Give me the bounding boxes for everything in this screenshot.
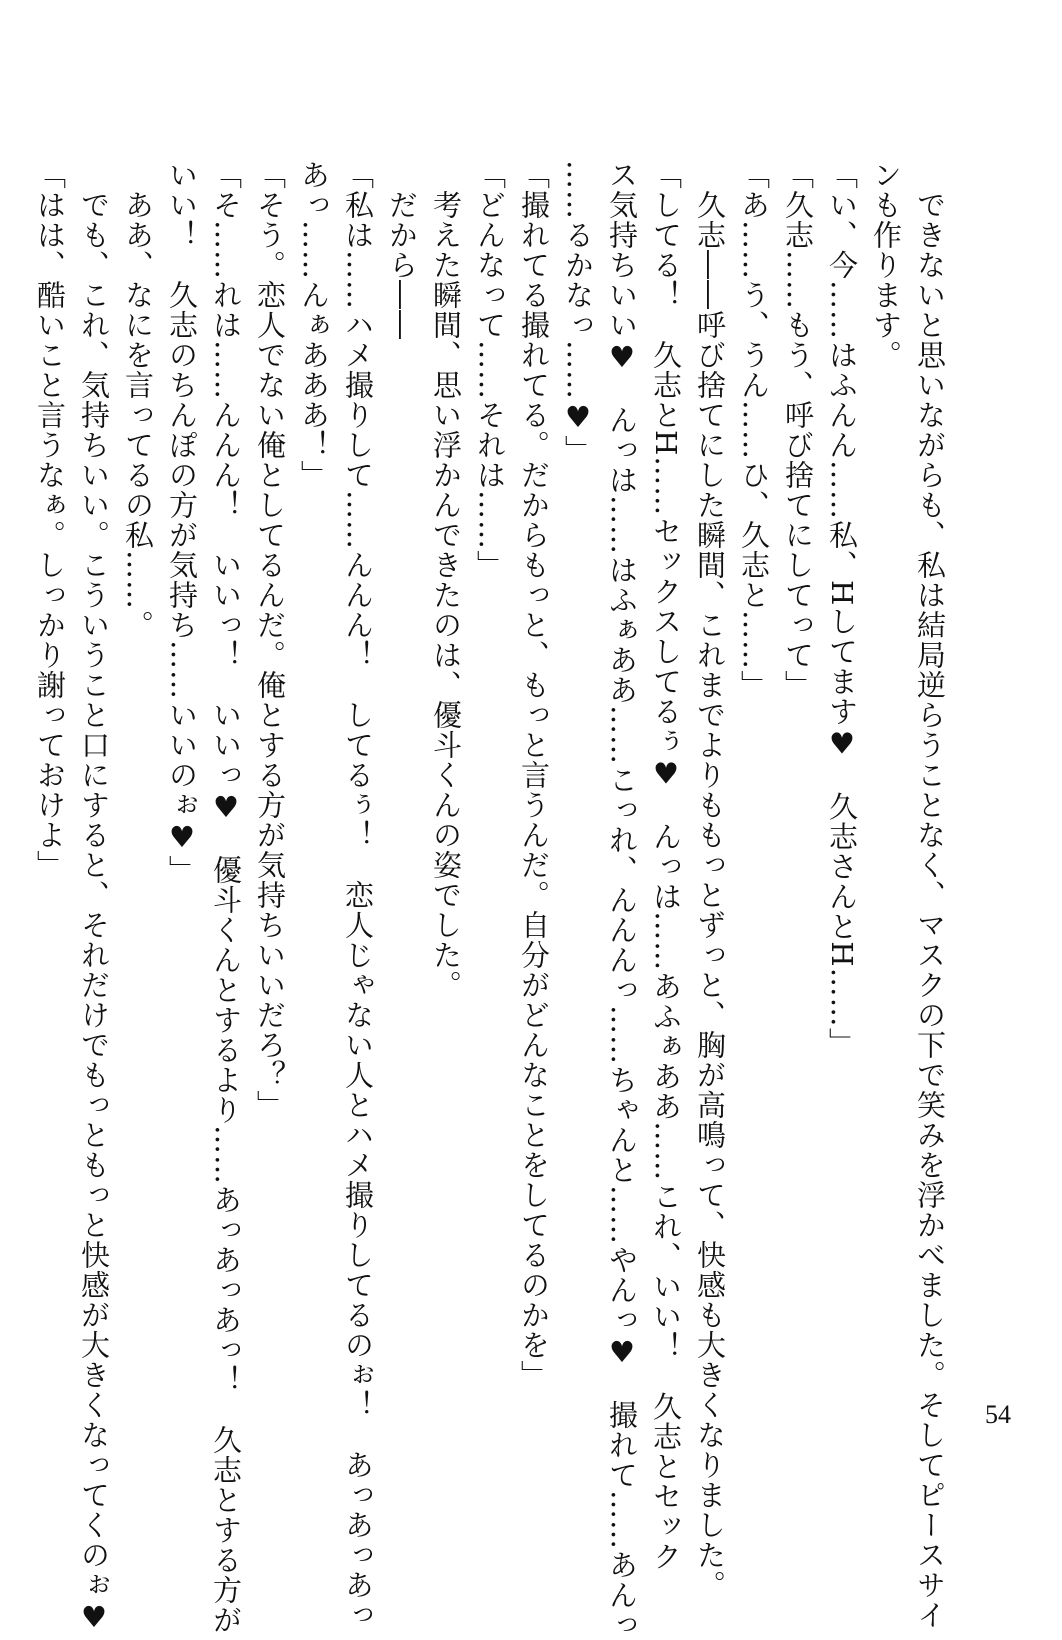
text-line: 「撮れてる撮れてる。だからもっと、もっと言うんだ。自分がどんなことをしてるのかを」 [517, 160, 551, 1390]
text-line: 久志――呼び捨てにした瞬間、これまでよりももっとずっと、胸が高鳴って、快感も大きくなりました。 [693, 160, 727, 1600]
text-line: 「そ……れは……んんん！ いいっ！ いいっ♥ 優斗くんとするより……あっあっあっ！ 久志とする方が [209, 160, 243, 1635]
text-line: でも、これ、気持ちいい。こういうこと口にすると、それだけでもっともっと快感が大きくなってくのぉ♥ [77, 160, 111, 1635]
text-line: できないと思いながらも、私は結局逆らうことなく、マスクの下で笑みを浮かべました。そしてピースサイ [913, 160, 947, 1630]
text-line: いい！ 久志のちんぽの方が気持ち……いいのぉ♥」 [165, 160, 199, 885]
text-line: 「してる！ 久志とH……セックスしてるぅ♥ んっは……あふぁああ……これ、いい！ 久志とセック [649, 160, 683, 1572]
text-line: ス気持ちいい♥ んっは……はふぁああ……こっれ、んんんっ……ちゃんと……やんっ♥ 撮れて……あんっ [605, 160, 639, 1640]
text-line: 「あ……う、うん……ひ、久志と……」 [737, 160, 771, 700]
text-line: だから―― [385, 160, 419, 340]
text-line: 「久志……もう、呼び捨てにしてって」 [781, 160, 815, 700]
text-line: ンも作ります。 [869, 160, 903, 370]
text-line: 「そう。恋人でない俺としてるんだ。俺とする方が気持ちいいだろ？」 [253, 160, 287, 1120]
text-line: あっ……んぁあああ！」 [297, 160, 331, 490]
text-line: 「はは、酷いこと言うなぁ。しっかり謝っておけよ」 [33, 160, 67, 880]
text-line: 「私は……ハメ撮りして……んんん！ してるぅ！ 恋人じゃない人とハメ撮りしてるのぉ！ あっあっあっ [341, 160, 375, 1630]
text-line: 「どんなって……それは……」 [473, 160, 507, 580]
text-line: ……るかなっ……♥」 [561, 160, 595, 465]
vertical-text-body [33, 160, 952, 1640]
text-line: 「い、今……はふんん……私、Hしてます♥ 久志さんとH……」 [825, 160, 859, 1058]
text-line: 考えた瞬間、思い浮かんできたのは、優斗くんの姿でした。 [429, 160, 463, 1000]
page-number: 54 [985, 1400, 1011, 1429]
text-line: ああ、なにを言ってるの私……。 [121, 160, 155, 640]
